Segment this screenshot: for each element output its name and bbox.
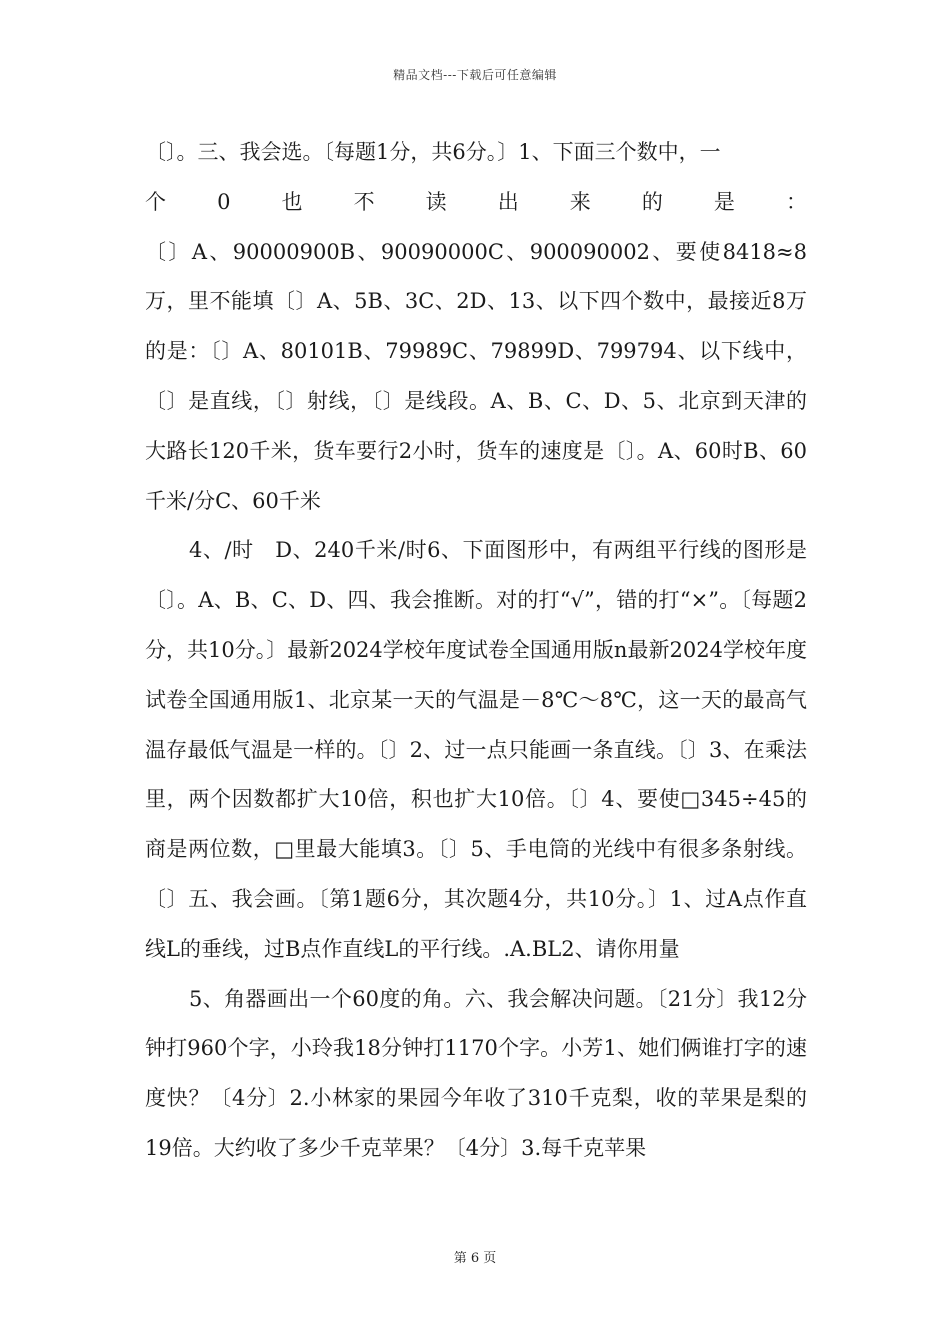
char-token: ：: [785, 189, 807, 214]
document-body: [145, 128, 807, 1174]
page-number: 第 6 页: [453, 1251, 497, 1266]
paragraph-3: 5、角器画出一个60度的角。六、我会解决问题。〔21分〕我12分钟打960个字，小玲我18分钟打1170个字。小芳1、她们俩谁打字的速度快？〔4分〕2.小林家的果园今年收了310千克梨，收的苹果是梨的19倍。大约收了多少千克苹果？〔4分〕3.每千克苹果: [145, 986, 807, 1160]
char-token: 读: [425, 189, 447, 214]
paragraph-2: 4、/时 D、240千米/时6、下面图形中，有两组平行线的图形是〔〕。A、B、C、D、四、我会推断。对的打“√”，错的打“×”。〔每题2分，共10分。〕最新2024学校年度试卷全国通用版n最新2024学校年度试卷全国通用版1、北京某一天的气温是－8℃～8℃，这一天的最高气温存最低气温是一样的。〔〕2、过一点只能画一条直线。〔〕3、在乘法里，两个因数都扩大10倍，积也扩大10倍。〔〕4、要使□345÷45的商是两位数，□里最大能填3。〔〕5、手电筒的光线中有很多条射线。〔〕五、我会画。〔第1题6分，其次题4分，共10分。〕1、过A点作直线L的垂线，过B点作直线L的平行线。.A.BL2、请你用量: [145, 538, 807, 961]
spread-text-line: [145, 178, 807, 228]
char-token: 0: [217, 189, 231, 214]
page-header: 精品文档---下载后可任意编辑: [393, 68, 557, 82]
paragraph-1: [145, 128, 807, 526]
char-token: 的: [641, 189, 663, 214]
char-token: 不: [353, 189, 375, 214]
text-line: 〔〕。三、我会选。〔每题1分，共6分。〕1、下面三个数中，一: [145, 140, 721, 164]
char-token: 是: [713, 189, 735, 214]
char-token: 出: [497, 189, 519, 214]
char-token: 也: [281, 189, 303, 214]
char-token: 个: [145, 189, 166, 214]
char-token: 来: [569, 189, 591, 214]
text-block: 〔〕A、90000900B、90090000C、900090002、要使8418≈8万，里不能填〔〕A、5B、3C、2D、13、以下四个数中，最接近8万的是：〔〕A、80101B、79989C、79899D、799794、以下线中，〔〕是直线，〔〕射线，〔〕是线段。A、B、C、D、5、北京到天津的大路长120千米，货车要行2小时，货车的速度是〔〕。A、60时B、60千米/分C、60千米: [145, 239, 807, 513]
